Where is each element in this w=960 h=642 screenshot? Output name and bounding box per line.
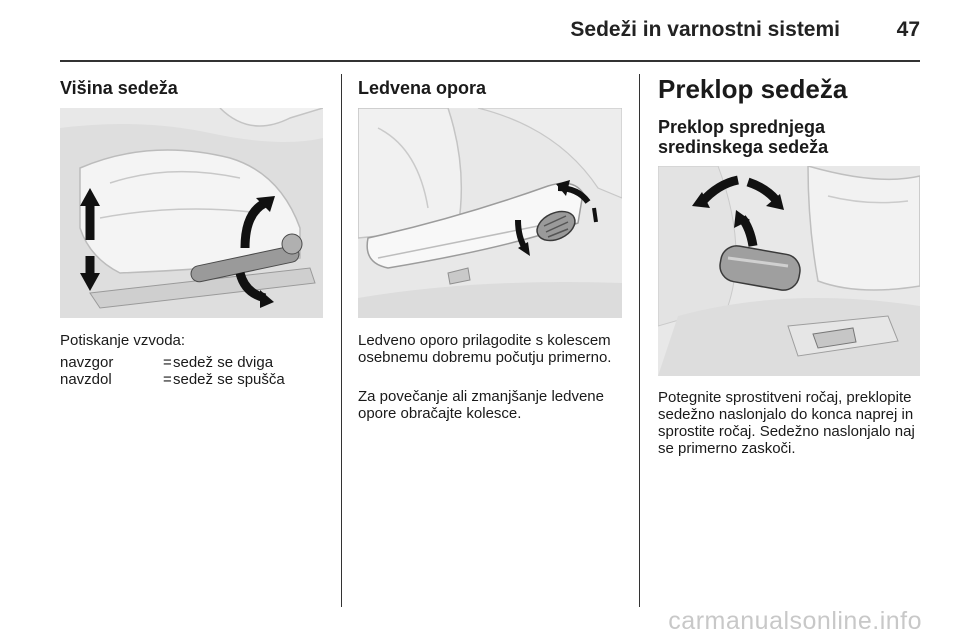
definition-value: sedež se spušča bbox=[173, 371, 285, 388]
section-heading: Višina sedeža bbox=[60, 78, 178, 98]
definition-value: sedež se dviga bbox=[173, 354, 274, 371]
subsection-heading-line: Preklop sprednjega bbox=[658, 117, 826, 137]
page-number: 47 bbox=[896, 18, 920, 41]
section-heading: Ledvena opora bbox=[358, 78, 487, 98]
column-divider bbox=[639, 74, 640, 607]
paragraph: Za povečanje ali zmanjšanje ledvene opore obračajte kolesce. bbox=[358, 388, 604, 422]
definition-list bbox=[60, 354, 323, 388]
definition-term: navzgor bbox=[60, 354, 114, 371]
subsection-heading-line: sredinskega sedeža bbox=[658, 137, 829, 157]
definition-separator: = bbox=[163, 354, 172, 371]
definition-row bbox=[60, 371, 323, 388]
definition-row bbox=[60, 354, 323, 371]
watermark: carmanualsonline.info bbox=[668, 607, 922, 635]
intro-text: Potiskanje vzvoda: bbox=[60, 332, 186, 349]
seat-fold-illustration bbox=[658, 166, 920, 376]
column-divider bbox=[341, 74, 342, 607]
section-title: Preklop sedeža bbox=[658, 74, 848, 104]
paragraph: Ledveno oporo prilagodite s kolescem osebnemu dobremu počutju primerno. bbox=[358, 332, 612, 366]
definition-term: navzdol bbox=[60, 371, 112, 388]
header-rule bbox=[60, 60, 920, 62]
paragraph: Potegnite sprostitveni ročaj, preklopite sedežno naslonjalo do konca naprej in sprostite ročaj. Sedežno naslonjalo naj se primerno zaskoči. bbox=[658, 389, 915, 457]
lumbar-support-illustration bbox=[358, 108, 622, 318]
seat-height-illustration bbox=[60, 108, 323, 318]
definition-separator: = bbox=[163, 371, 172, 388]
header-title: Sedeži in varnostni sistemi bbox=[570, 18, 840, 41]
